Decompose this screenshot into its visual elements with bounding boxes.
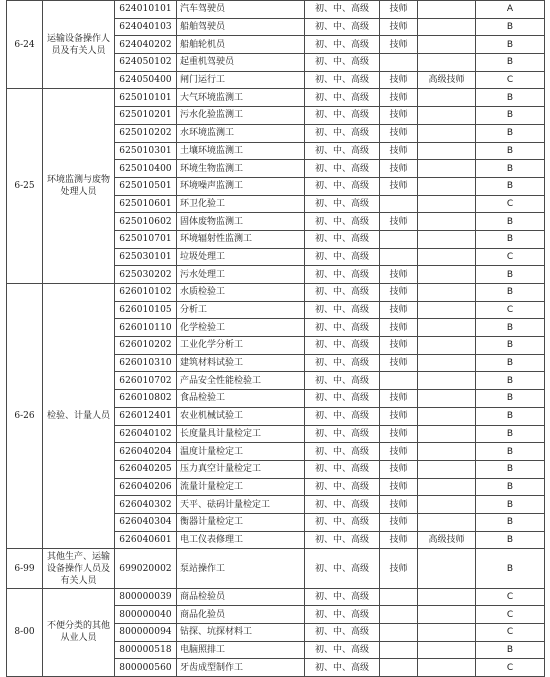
occupation-code: 626040302 [115,496,177,514]
occupation-code: 624010101 [115,1,177,19]
occupation-name: 土壤环境监测工 [177,142,305,160]
occupation-name: 水环境监测工 [177,124,305,142]
senior-technician-level [418,284,476,302]
technician-level: 技师 [380,549,418,588]
occupation-name: 温度计量检定工 [177,443,305,461]
occupation-name: 化学检验工 [177,319,305,337]
senior-technician-level [418,425,476,443]
technician-level: 技师 [380,478,418,496]
category-grade: B [476,337,545,355]
skill-levels: 初、中、高级 [305,266,380,284]
occupation-code: 626040205 [115,460,177,478]
category-grade: B [476,266,545,284]
senior-technician-level [418,588,476,606]
senior-technician-level [418,319,476,337]
category-grade: B [476,142,545,160]
skill-levels: 初、中、高级 [305,531,380,549]
skill-levels: 初、中、高级 [305,513,380,531]
technician-level: 技师 [380,107,418,125]
occupation-table-body [7,1,545,677]
category-grade: B [476,354,545,372]
senior-technician-level [418,1,476,19]
table-row [7,284,545,302]
category-grade: B [476,443,545,461]
technician-level: 技师 [380,354,418,372]
technician-level [380,606,418,624]
occupation-code: 626010310 [115,354,177,372]
occupation-code: 624050400 [115,71,177,89]
category-grade: B [476,460,545,478]
skill-levels: 初、中、高级 [305,18,380,36]
category-grade: C [476,588,545,606]
technician-level: 技师 [380,1,418,19]
technician-level: 技师 [380,142,418,160]
technician-level [380,195,418,213]
senior-technician-level [418,142,476,160]
technician-level: 技师 [380,124,418,142]
senior-technician-level [418,54,476,72]
category-grade: C [476,195,545,213]
skill-levels: 初、中、高级 [305,319,380,337]
occupation-code: 626012401 [115,407,177,425]
group-name: 其他生产、运输设备操作人员及有关人员 [43,549,115,588]
occupation-code: 624040202 [115,36,177,54]
category-grade: B [476,478,545,496]
technician-level: 技师 [380,160,418,178]
senior-technician-level [418,513,476,531]
category-grade: B [476,372,545,390]
group-code: 6-26 [7,284,43,549]
technician-level: 技师 [380,390,418,408]
technician-level: 技师 [380,319,418,337]
occupation-code: 624050102 [115,54,177,72]
category-grade: B [476,531,545,549]
skill-levels: 初、中、高级 [305,142,380,160]
skill-levels: 初、中、高级 [305,624,380,642]
technician-level: 技师 [380,284,418,302]
senior-technician-level [418,606,476,624]
senior-technician-level [418,659,476,677]
technician-level: 技师 [380,89,418,107]
skill-levels: 初、中、高级 [305,160,380,178]
technician-level: 技师 [380,496,418,514]
table-row [7,89,545,107]
senior-technician-level [418,160,476,178]
group-name: 检验、计量人员 [43,284,115,549]
occupation-name: 固体废物监测工 [177,213,305,231]
category-grade: C [476,606,545,624]
occupation-name: 水质检验工 [177,284,305,302]
skill-levels: 初、中、高级 [305,248,380,266]
category-grade: B [476,36,545,54]
skill-levels: 初、中、高级 [305,425,380,443]
senior-technician-level [418,213,476,231]
senior-technician-level [418,36,476,54]
occupation-name: 天平、砝码计量检定工 [177,496,305,514]
category-grade: B [476,425,545,443]
category-grade: C [476,624,545,642]
senior-technician-level [418,195,476,213]
occupation-code: 626040206 [115,478,177,496]
category-grade: B [476,513,545,531]
senior-technician-level [418,18,476,36]
occupation-code: 800000040 [115,606,177,624]
occupation-name: 农业机械试验工 [177,407,305,425]
skill-levels: 初、中、高级 [305,54,380,72]
occupation-code: 625010201 [115,107,177,125]
category-grade: B [476,407,545,425]
group-name: 运输设备操作人员及有关人员 [43,1,115,89]
occupation-code: 626040204 [115,443,177,461]
technician-level: 技师 [380,36,418,54]
technician-level [380,248,418,266]
occupation-name: 船舶驾驶员 [177,18,305,36]
occupation-code: 626010102 [115,284,177,302]
occupation-code: 625010202 [115,124,177,142]
occupation-code: 625010501 [115,177,177,195]
occupation-name: 环境辐射性监测工 [177,230,305,248]
senior-technician-level [418,266,476,284]
category-grade: B [476,230,545,248]
group-code: 8-00 [7,588,43,676]
occupation-code: 800000094 [115,624,177,642]
occupation-name: 垃圾处理工 [177,248,305,266]
senior-technician-level [418,641,476,659]
category-grade: B [476,390,545,408]
category-grade: B [476,177,545,195]
category-grade: B [476,18,545,36]
category-grade: C [476,248,545,266]
skill-levels: 初、中、高级 [305,478,380,496]
technician-level: 技师 [380,425,418,443]
occupation-name: 分析工 [177,301,305,319]
category-grade: C [476,71,545,89]
occupation-code: 625010400 [115,160,177,178]
occupation-name: 建筑材料试验工 [177,354,305,372]
occupation-code: 800000560 [115,659,177,677]
skill-levels: 初、中、高级 [305,460,380,478]
occupation-name: 食品检验工 [177,390,305,408]
technician-level: 技师 [380,531,418,549]
category-grade: B [476,549,545,588]
category-grade: A [476,1,545,19]
occupation-name: 环境噪声监测工 [177,177,305,195]
skill-levels: 初、中、高级 [305,372,380,390]
senior-technician-level [418,496,476,514]
occupation-name: 商品化验员 [177,606,305,624]
occupation-name: 环卫化验工 [177,195,305,213]
technician-level [380,230,418,248]
category-grade: B [476,284,545,302]
occupation-name: 汽车驾驶员 [177,1,305,19]
table-row [7,1,545,19]
occupation-name: 工业化学分析工 [177,337,305,355]
technician-level: 技师 [380,407,418,425]
group-code: 6-24 [7,1,43,89]
senior-technician-level [418,177,476,195]
technician-level: 技师 [380,71,418,89]
technician-level: 技师 [380,18,418,36]
skill-levels: 初、中、高级 [305,641,380,659]
skill-levels: 初、中、高级 [305,354,380,372]
occupation-name: 污水处理工 [177,266,305,284]
occupation-name: 商品检验员 [177,588,305,606]
occupation-code: 625010701 [115,230,177,248]
technician-level: 技师 [380,337,418,355]
senior-technician-level: 高级技师 [418,71,476,89]
technician-level [380,588,418,606]
occupation-code: 625030202 [115,266,177,284]
occupation-code: 800000039 [115,588,177,606]
category-grade: B [476,89,545,107]
senior-technician-level [418,478,476,496]
table-row [7,549,545,588]
skill-levels: 初、中、高级 [305,606,380,624]
category-grade: B [476,54,545,72]
occupation-name: 船舶轮机员 [177,36,305,54]
occupation-name: 产品安全性能检验工 [177,372,305,390]
technician-level: 技师 [380,266,418,284]
occupation-code: 699020002 [115,549,177,588]
senior-technician-level [418,301,476,319]
skill-levels: 初、中、高级 [305,1,380,19]
skill-levels: 初、中、高级 [305,496,380,514]
technician-level: 技师 [380,213,418,231]
category-grade: B [476,213,545,231]
skill-levels: 初、中、高级 [305,407,380,425]
senior-technician-level [418,443,476,461]
skill-levels: 初、中、高级 [305,177,380,195]
skill-levels: 初、中、高级 [305,390,380,408]
senior-technician-level [418,89,476,107]
table-row [7,588,545,606]
occupation-name: 起重机驾驶员 [177,54,305,72]
senior-technician-level [418,230,476,248]
senior-technician-level: 高级技师 [418,531,476,549]
technician-level: 技师 [380,301,418,319]
skill-levels: 初、中、高级 [305,195,380,213]
technician-level: 技师 [380,460,418,478]
occupation-code: 626010702 [115,372,177,390]
senior-technician-level [418,407,476,425]
skill-levels: 初、中、高级 [305,337,380,355]
skill-levels: 初、中、高级 [305,213,380,231]
technician-level: 技师 [380,177,418,195]
senior-technician-level [418,107,476,125]
senior-technician-level [418,372,476,390]
skill-levels: 初、中、高级 [305,124,380,142]
occupation-name: 流量计量检定工 [177,478,305,496]
occupation-code: 626040601 [115,531,177,549]
occupation-name: 污水化验监测工 [177,107,305,125]
occupation-name: 闸门运行工 [177,71,305,89]
skill-levels: 初、中、高级 [305,89,380,107]
senior-technician-level [418,248,476,266]
occupation-code: 626010802 [115,390,177,408]
occupation-code: 625010602 [115,213,177,231]
senior-technician-level [418,460,476,478]
senior-technician-level [418,354,476,372]
occupation-code: 625010301 [115,142,177,160]
occupation-name: 环境生物监测工 [177,160,305,178]
occupation-code: 800000518 [115,641,177,659]
senior-technician-level [418,337,476,355]
skill-levels: 初、中、高级 [305,301,380,319]
technician-level [380,54,418,72]
occupation-code: 625010101 [115,89,177,107]
category-grade: B [476,124,545,142]
occupation-name: 长度量具计量检定工 [177,425,305,443]
category-grade: B [476,160,545,178]
skill-levels: 初、中、高级 [305,588,380,606]
occupation-name: 大气环境监测工 [177,89,305,107]
group-code: 6-25 [7,89,43,284]
occupation-code: 626010110 [115,319,177,337]
senior-technician-level [418,549,476,588]
technician-level [380,641,418,659]
skill-levels: 初、中、高级 [305,443,380,461]
occupation-code: 625010601 [115,195,177,213]
skill-levels: 初、中、高级 [305,549,380,588]
skill-levels: 初、中、高级 [305,36,380,54]
occupation-name: 压力真空计量检定工 [177,460,305,478]
occupation-code: 626040304 [115,513,177,531]
occupation-name: 泵站操作工 [177,549,305,588]
senior-technician-level [418,124,476,142]
category-grade: C [476,659,545,677]
occupation-name: 牙齿成型制作工 [177,659,305,677]
skill-levels: 初、中、高级 [305,71,380,89]
category-grade: B [476,107,545,125]
occupation-code: 626010202 [115,337,177,355]
occupation-code: 624040103 [115,18,177,36]
occupation-name: 钻探、坑探材料工 [177,624,305,642]
technician-level [380,372,418,390]
occupation-code: 626010105 [115,301,177,319]
technician-level: 技师 [380,443,418,461]
occupation-table [6,0,545,677]
skill-levels: 初、中、高级 [305,659,380,677]
senior-technician-level [418,390,476,408]
group-code: 6-99 [7,549,43,588]
skill-levels: 初、中、高级 [305,284,380,302]
category-grade: B [476,319,545,337]
occupation-name: 电工仪表修理工 [177,531,305,549]
occupation-code: 626040102 [115,425,177,443]
technician-level: 技师 [380,513,418,531]
category-grade: C [476,301,545,319]
group-name: 不便分类的其他从业人员 [43,588,115,676]
category-grade: B [476,496,545,514]
technician-level [380,659,418,677]
skill-levels: 初、中、高级 [305,230,380,248]
skill-levels: 初、中、高级 [305,107,380,125]
occupation-name: 电脑照排工 [177,641,305,659]
occupation-name: 衡器计量检定工 [177,513,305,531]
group-name: 环境监测与废物处理人员 [43,89,115,284]
occupation-code: 625030101 [115,248,177,266]
category-grade: B [476,641,545,659]
